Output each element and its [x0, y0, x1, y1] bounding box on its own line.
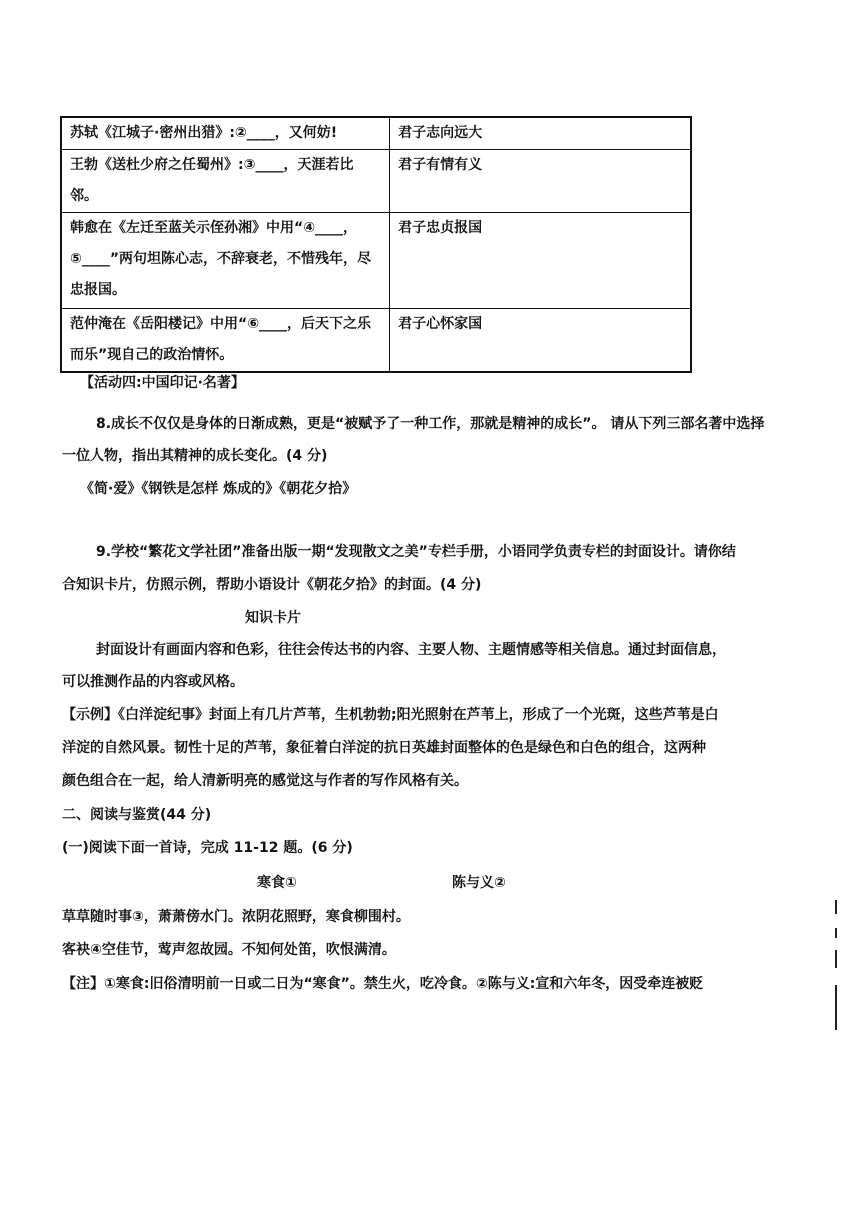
question-9-line2: 合知识卡片，仿照示例，帮助小语设计《朝花夕拾》的封面。(4 分) — [62, 577, 482, 593]
question-9-line1: 9.学校“繁花文学社团”准备出版一期“发现散文之美”专栏手册，小语同学负责专栏的封面设计。请你结 — [96, 544, 736, 560]
poem-fill-table — [60, 116, 692, 373]
table-cell-quote: 王勃《送杜少府之任蜀州》:③____，天涯若比邻。 — [61, 150, 390, 213]
example-line3: 颜色组合在一起，给人清新明亮的感觉这与作者的写作风格有关。 — [62, 773, 468, 789]
poem-line2: 客袂④空佳节，莺声忽故园。不知何处笛，吹恨满清。 — [62, 942, 396, 958]
table-cell-theme: 君子忠贞报国 — [390, 213, 691, 309]
question-8-line1: 8.成长不仅仅是身体的日渐成熟，更是“被赋予了一种工作，那就是精神的成长”。 请从下列三部名著中选择 — [96, 416, 765, 432]
table-cell-theme: 君子有情有义 — [390, 150, 691, 213]
table-cell-quote: 韩愈在《左迁至蓝关示侄孙湘》中用“④____，⑤____”两句坦陈心志，不辞衰老，不惜残年，尽忠报国。 — [61, 213, 390, 309]
poem-author: 陈与义② — [452, 875, 506, 891]
section-heading: 二、阅读与鉴赏(44 分) — [62, 807, 212, 823]
table-row — [61, 309, 691, 373]
question-8-books: 《简·爱》《钢铁是怎样 炼成的》《朝花夕拾》 — [80, 481, 357, 497]
table-cell-quote: 苏轼《江城子·密州出猎》:②____，又何妨! — [61, 117, 390, 150]
reading-part-heading: (一)阅读下面一首诗，完成 11-12 题。(6 分) — [62, 840, 353, 856]
table-row — [61, 117, 691, 150]
table-cell-quote: 范仲淹在《岳阳楼记》中用“⑥____，后天下之乐而乐”现自己的政治情怀。 — [61, 309, 390, 373]
question-8-line2: 一位人物，指出其精神的成长变化。(4 分) — [62, 448, 328, 464]
poem-note: 【注】①寒食:旧俗清明前一日或二日为“寒食”。禁生火，吃冷食。②陈与义:宣和六年冬，因受牵连被贬 — [62, 976, 704, 992]
knowledge-card-title: 知识卡片 — [245, 610, 301, 626]
poem-title: 寒食① — [257, 875, 297, 891]
knowledge-card-line1: 封面设计有画面内容和色彩，往往会传达书的内容、主要人物、主题情感等相关信息。通过封面信息， — [96, 642, 726, 658]
knowledge-card-line2: 可以推测作品的内容或风格。 — [62, 674, 244, 690]
poem-line1: 草草随时事③，萧萧傍水门。浓阴花照野，寒食柳围村。 — [62, 909, 410, 925]
activity-heading: 【活动四:中国印记·名著】 — [80, 375, 245, 391]
table-row — [61, 213, 691, 309]
table-cell-theme: 君子心怀家国 — [390, 309, 691, 373]
example-line2: 洋淀的自然风景。韧性十足的芦苇，象征着白洋淀的抗日英雄封面整体的色是绿色和白色的组合，这两种 — [62, 740, 706, 756]
scan-edge-marks — [833, 900, 839, 1040]
table-cell-theme: 君子志向远大 — [390, 117, 691, 150]
example-line1: 【示例】《白洋淀纪事》封面上有几片芦苇，生机勃勃;阳光照射在芦苇上，形成了一个光斑，这些芦苇是白 — [62, 707, 719, 723]
table-row — [61, 150, 691, 213]
